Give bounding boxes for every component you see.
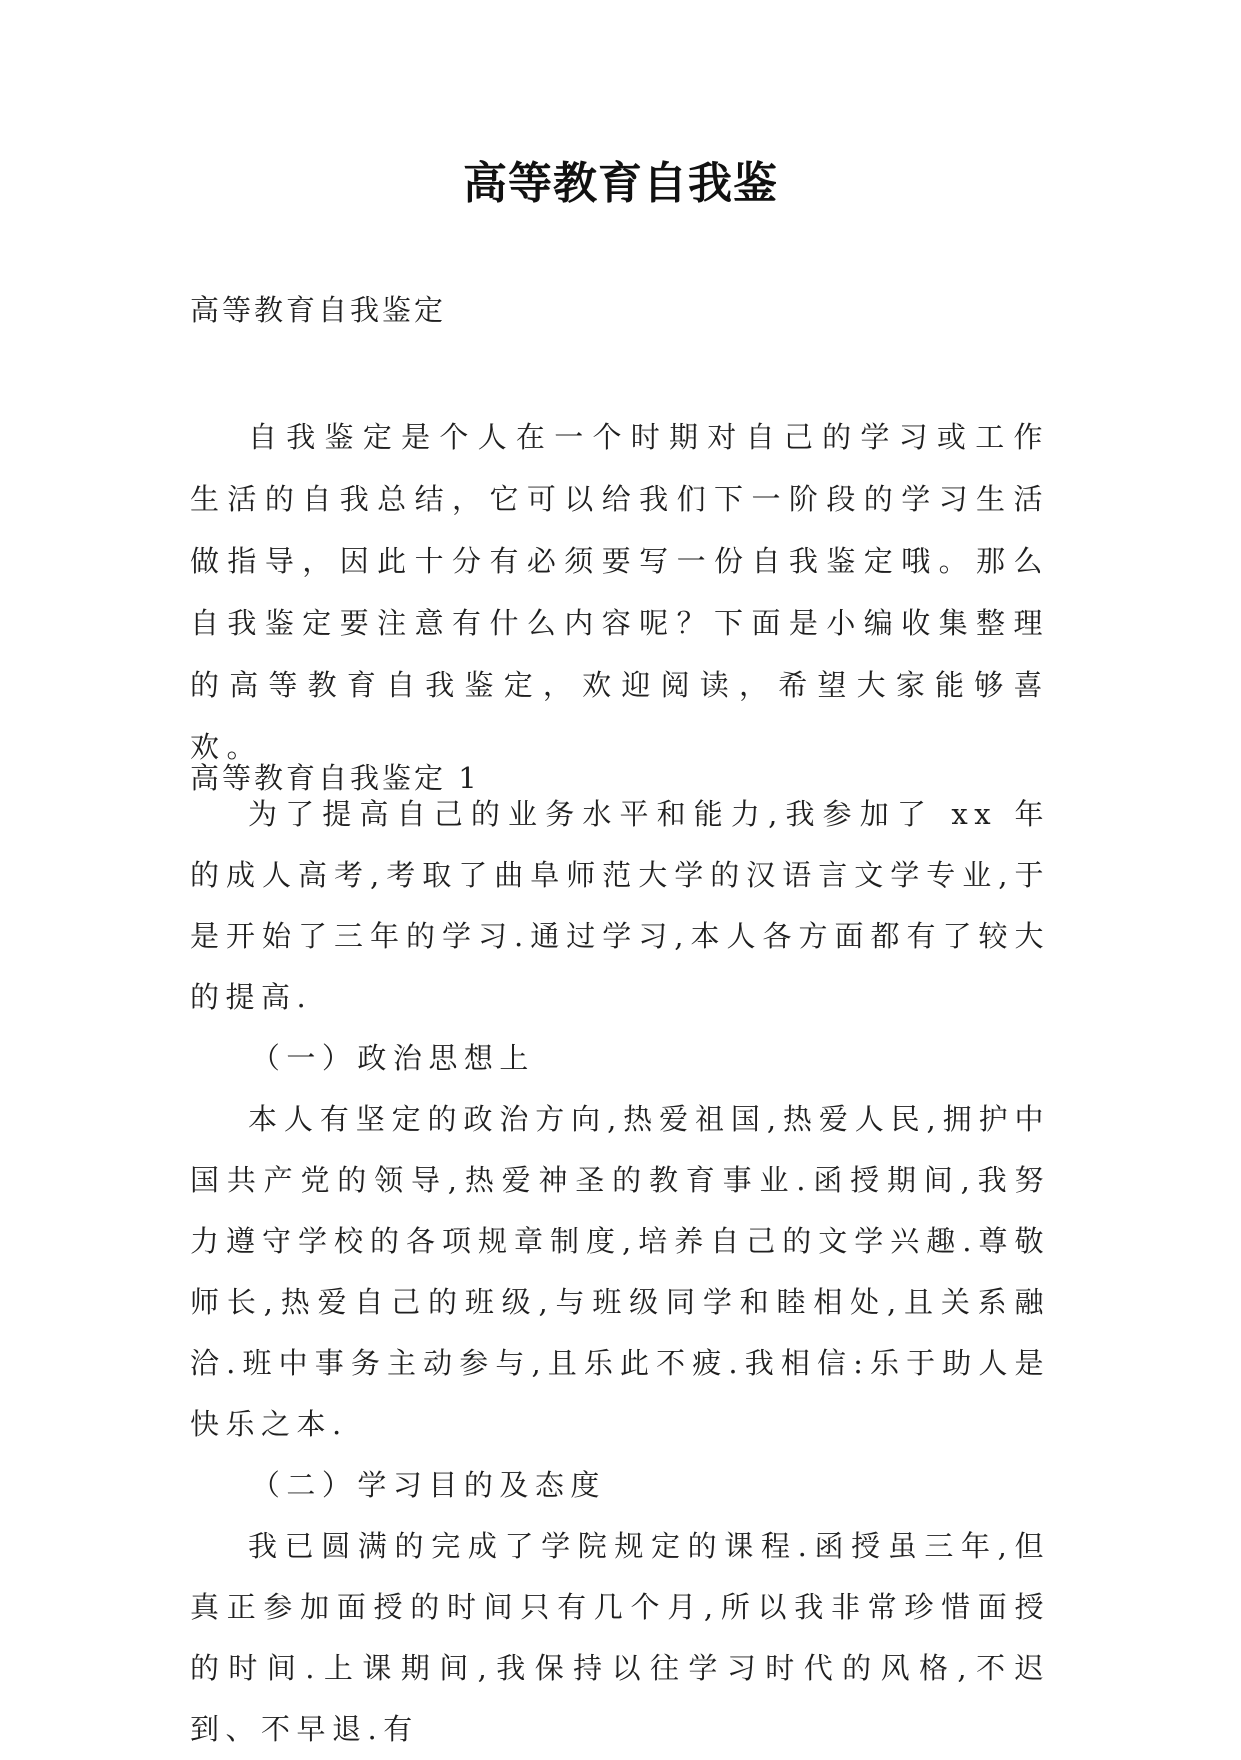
body-paragraph: 为了提高自己的业务水平和能力,我参加了 xx 年的成人高考,考取了曲阜师范大学的汉语言文学专业,于是开始了三年的学习.通过学习,本人各方面都有了较大的提高. <box>190 797 1050 1014</box>
subsection-heading: （二）学习目的及态度 <box>250 1468 606 1502</box>
body-paragraph: 我已圆满的完成了学院规定的课程.函授虽三年,但真正参加面授的时间只有几个月,所以我非常珍惜面授的时间.上课期间,我保持以往学习时代的风格,不迟到、不早退.有 <box>190 1529 1050 1746</box>
section-body <box>190 784 1050 1760</box>
intro-paragraph: 自我鉴定是个人在一个时期对自己的学习或工作生活的自我总结，它可以给我们下一阶段的学习生活做指导，因此十分有必须要写一份自我鉴定哦。那么自我鉴定要注意有什么内容呢？下面是小编收集整理的高等教育自我鉴定，欢迎阅读，希望大家能够喜欢。 <box>190 420 1050 764</box>
document-title: 高等教育自我鉴 <box>463 158 778 209</box>
document-subtitle: 高等教育自我鉴定 <box>190 293 447 327</box>
body-paragraph: 本人有坚定的政治方向,热爱祖国,热爱人民,拥护中国共产党的领导,热爱神圣的教育事业.函授期间,我努力遵守学校的各项规章制度,培养自己的文学兴趣.尊敬师长,热爱自己的班级,与班级同学和睦相处,且关系融洽.班中事务主动参与,且乐此不疲.我相信:乐于助人是快乐之本. <box>190 1102 1050 1441</box>
subsection-heading: （一）政治思想上 <box>250 1041 535 1075</box>
section-heading: 高等教育自我鉴定 1 <box>190 761 480 795</box>
